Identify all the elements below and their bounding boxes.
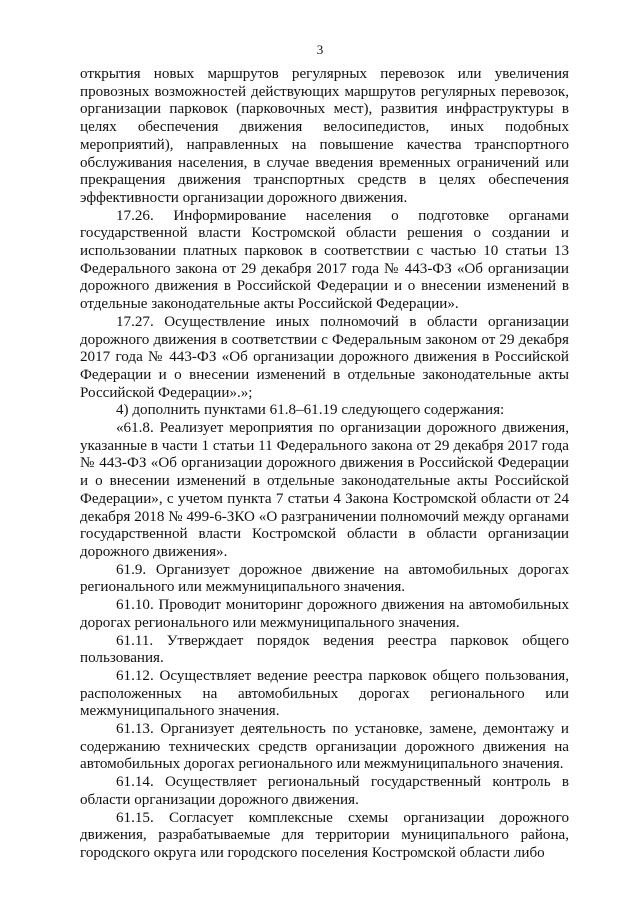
paragraph-17-27: 17.27. Осуществление иных полномочий в области организации дорожного движения в соответствии с Федеральным законом от 29 декабря 2017 года № 443-ФЗ «Об организации дорожного движения в Российской Федерации и о внесении изменений в отдельные законодательные акты Российской Федерации».»;: [80, 313, 569, 401]
document-body: [80, 66, 569, 863]
paragraph-61-15: 61.15. Согласует комплексные схемы организации дорожного движения, разрабатываемые для территории муниципального района, городского округа или городского поселения Костромской области либо: [80, 809, 569, 861]
paragraph-61-12: 61.12. Осуществляет ведение реестра парковок общего пользования, расположенных на автомобильных дорогах регионального или межмуниципального значения.: [80, 667, 569, 720]
paragraph-61-8: «61.8. Реализует мероприятия по организации дорожного движения, указанные в части 1 статьи 11 Федерального закона от 29 декабря 2017 года № 443-ФЗ «Об организации дорожного движения в Российской Федерации и о внесении изменений в отдельные законодательные акты Российской Федерации», с учетом пункта 7 статьи 4 Закона Костромской области от 24 декабря 2018 № 499-6-ЗКО «О разграничении полномочий между органами государственной власти Костромской области в области организации дорожного движения».: [80, 420, 569, 560]
paragraph-continuation: открытия новых маршрутов регулярных перевозок или увеличения провозных возможностей действующих маршрутов регулярных перевозок, организации парковок (парковочных мест), развития инфраструктуры в целях обеспечения движения велосипедистов, иных подобных мероприятий), направленных на повышение качества транспортного обслуживания населения, в случае введения временных ограничений или прекращения движения транспортных средств в целях обеспечения эффективности организации дорожного движения.: [80, 66, 569, 206]
page-number: 3: [316, 42, 324, 57]
paragraph-61-11: 61.11. Утверждает порядок ведения реестра парковок общего пользования.: [80, 632, 569, 667]
paragraph-17-26: 17.26. Информирование населения о подготовке органами государственной власти Костромской области решения о создании и использовании платных парковок в соответствии с частью 10 статьи 13 Федерального закона от 29 декабря 2017 года № 443-ФЗ «Об организации дорожного движения в Российской Федерации и о внесении изменений в отдельные законодательные акты Российской Федерации».: [80, 207, 569, 313]
paragraph-amendment-4: 4) дополнить пунктами 61.8–61.19 следующего содержания:: [116, 402, 505, 419]
paragraph-61-9: 61.9. Организует дорожное движение на автомобильных дорогах регионального или межмуниципального значения.: [80, 561, 569, 596]
paragraph-61-13: 61.13. Организует деятельность по установке, замене, демонтажу и содержанию технических средств организации дорожного движения на автомобильных дорогах регионального или межмуниципального значения.: [80, 721, 569, 773]
paragraph-61-14: 61.14. Осуществляет региональный государственный контроль в области организации дорожного движения.: [80, 774, 569, 808]
paragraph-61-10: 61.10. Проводит мониторинг дорожного движения на автомобильных дорогах регионального или межмуниципального значения.: [80, 597, 569, 631]
